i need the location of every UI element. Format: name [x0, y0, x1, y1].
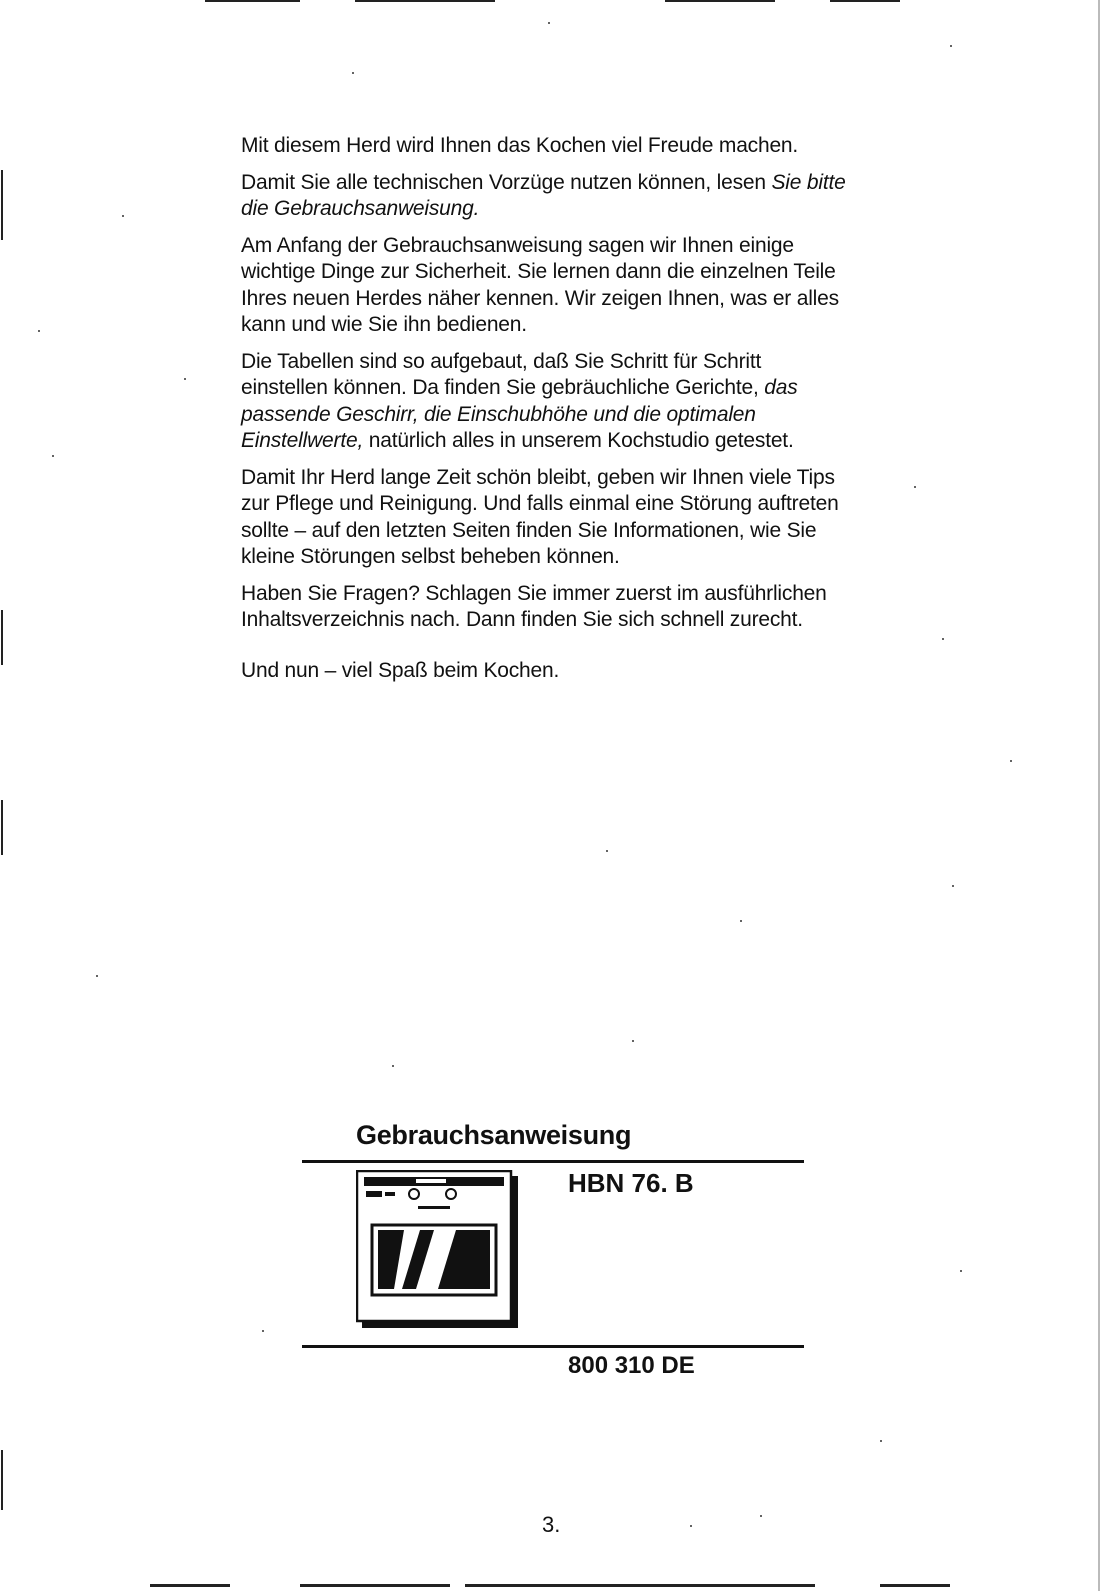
scan-speck — [262, 1330, 264, 1332]
intro-paragraph-6: Haben Sie Fragen? Schlagen Sie immer zuerst im ausführlichen Inhaltsverzeichnis nach. Dann finden Sie sich schnell zurecht. — [241, 581, 827, 631]
intro-text — [241, 133, 851, 694]
scan-edge-bottom-1 — [150, 1584, 230, 1587]
intro-paragraph-4-italic: das passende Geschirr, die Einschubhöhe und die optimalen Einstellwerte, — [241, 376, 798, 452]
intro-paragraph-1: Mit diesem Herd wird Ihnen das Kochen viel Freude machen. — [241, 134, 799, 157]
intro-paragraph-4-end: natürlich alles in unserem Kochstudio getestet. — [368, 429, 794, 452]
scan-speck — [632, 1040, 634, 1042]
scan-speck — [880, 1440, 882, 1442]
scan-edge-left-4 — [1, 1450, 3, 1510]
scan-edge-bottom-3 — [465, 1584, 815, 1587]
scan-edge-top-1 — [205, 0, 300, 2]
scan-speck — [96, 975, 98, 977]
scan-edge-bottom-2 — [300, 1584, 450, 1587]
scan-speck — [548, 22, 550, 24]
scan-edge-left-2 — [1, 610, 3, 665]
intro-paragraph-3: Am Anfang der Gebrauchsanweisung sagen wir Ihnen einige wichtige Dinge zur Sicherheit. Sie lernen dann die einzelnen Teile Ihres neuen Herdes näher kennen. Wir zeigen Ihnen, was er alles kann und wie Sie ihn bedienen. — [241, 233, 839, 336]
intro-paragraph-2 — [241, 170, 851, 223]
scan-edge-left-1 — [1, 170, 3, 240]
scan-speck — [184, 378, 186, 380]
scan-speck — [960, 1270, 962, 1272]
oven-handle — [418, 1206, 450, 1209]
title-rule — [302, 1160, 804, 1163]
scan-speck — [352, 72, 354, 74]
scan-edge-top-2 — [355, 0, 495, 2]
scan-edge-left-3 — [1, 800, 3, 855]
scan-speck — [122, 215, 124, 217]
intro-paragraph-2-italic: Sie bitte die Gebrauchsanweisung. — [241, 170, 846, 220]
scan-speck — [52, 455, 54, 457]
document-number: 800 310 DE — [568, 1352, 695, 1379]
scan-speck — [914, 486, 916, 488]
manual-title: Gebrauchsanweisung — [356, 1120, 632, 1150]
intro-paragraph-4 — [241, 349, 851, 455]
scan-speck — [952, 885, 954, 887]
scan-edge-bottom-4 — [880, 1584, 950, 1587]
scan-speck — [392, 1065, 394, 1067]
scan-edge-right-1 — [1098, 0, 1100, 1591]
intro-paragraph-4-start: Die Tabellen sind so aufgebaut, daß Sie Schritt für Schritt einstellen können. Da finden Sie gebräuchliche Gerichte, — [241, 349, 762, 399]
page-number: 3. — [542, 1512, 561, 1537]
scan-edge-top-4 — [830, 0, 900, 2]
scan-speck — [1010, 760, 1012, 762]
scan-speck — [760, 1515, 762, 1517]
oven-control-slot — [416, 1179, 446, 1183]
oven-knob-right — [446, 1189, 456, 1199]
scan-edge-top-3 — [665, 0, 775, 2]
oven-front-icon — [356, 1170, 522, 1330]
scan-speck — [690, 1525, 692, 1527]
oven-button — [385, 1192, 395, 1196]
scan-speck — [740, 920, 742, 922]
scan-speck — [942, 638, 944, 640]
oven-display — [366, 1191, 382, 1197]
document-rule — [302, 1345, 804, 1348]
oven-knob-left — [409, 1189, 419, 1199]
scan-speck — [950, 45, 952, 47]
intro-paragraph-5: Damit Ihr Herd lange Zeit schön bleibt, geben wir Ihnen viele Tips zur Pflege und Reinigung. Und falls einmal eine Störung auftreten sollte – auf den letzten Seiten finden Sie Informationen, wie Sie kleine Störungen selbst beheben können. — [241, 465, 839, 568]
scan-speck — [38, 330, 40, 332]
scan-speck — [606, 850, 608, 852]
model-number: HBN 76. B — [568, 1168, 694, 1198]
closing-line: Und nun – viel Spaß beim Kochen. — [241, 658, 560, 682]
intro-paragraph-2-start: Damit Sie alle technischen Vorzüge nutzen können, lesen — [241, 170, 766, 194]
